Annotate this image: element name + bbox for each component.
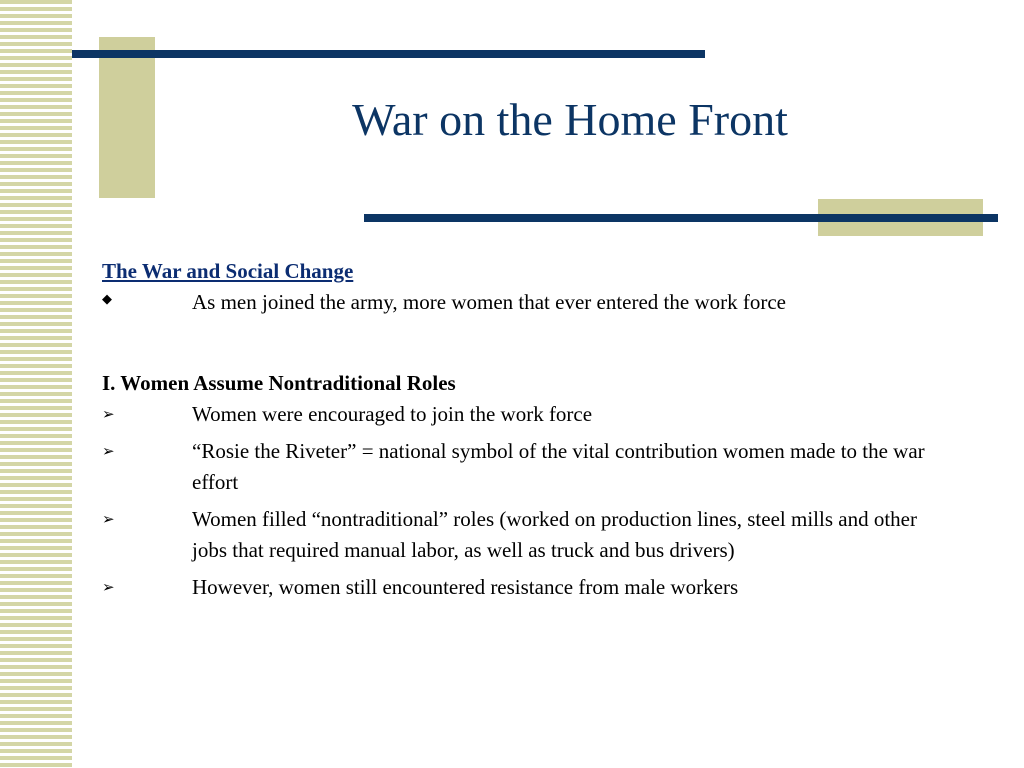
list-item-text: “Rosie the Riveter” = national symbol of the vital contribution women made to the war effort <box>192 439 925 494</box>
list-item <box>102 287 942 318</box>
arrowhead-bullet-icon: ➢ <box>102 510 115 528</box>
section-war-social-change <box>102 256 942 318</box>
slide-body <box>102 256 942 609</box>
decorative-stripe-border <box>0 0 72 768</box>
decorative-khaki-block-top <box>99 37 155 198</box>
diamond-bullet-icon: ◆ <box>102 292 112 307</box>
list-item <box>102 436 942 498</box>
decorative-navy-rule-bottom <box>364 214 998 222</box>
section-women-roles <box>102 368 942 603</box>
list-item <box>102 504 942 566</box>
arrowhead-bullet-icon: ➢ <box>102 405 115 423</box>
list-item <box>102 572 942 603</box>
section-heading: The War and Social Change <box>102 259 354 283</box>
arrowhead-bullet-icon: ➢ <box>102 442 115 460</box>
list-item-text: As men joined the army, more women that ever entered the work force <box>192 290 786 314</box>
list-item-text: Women filled “nontraditional” roles (worked on production lines, steel mills and other jobs that required manual labor, as well as truck and bus drivers) <box>192 507 917 562</box>
list-item-text: Women were encouraged to join the work force <box>192 402 593 426</box>
list-item <box>102 399 942 430</box>
section-heading: I. Women Assume Nontraditional Roles <box>102 371 456 395</box>
decorative-navy-rule-top <box>72 50 705 58</box>
list-item-text: However, women still encountered resistance from male workers <box>192 575 739 599</box>
arrowhead-bullet-icon: ➢ <box>102 578 115 596</box>
slide-title: War on the Home Front <box>352 94 788 145</box>
